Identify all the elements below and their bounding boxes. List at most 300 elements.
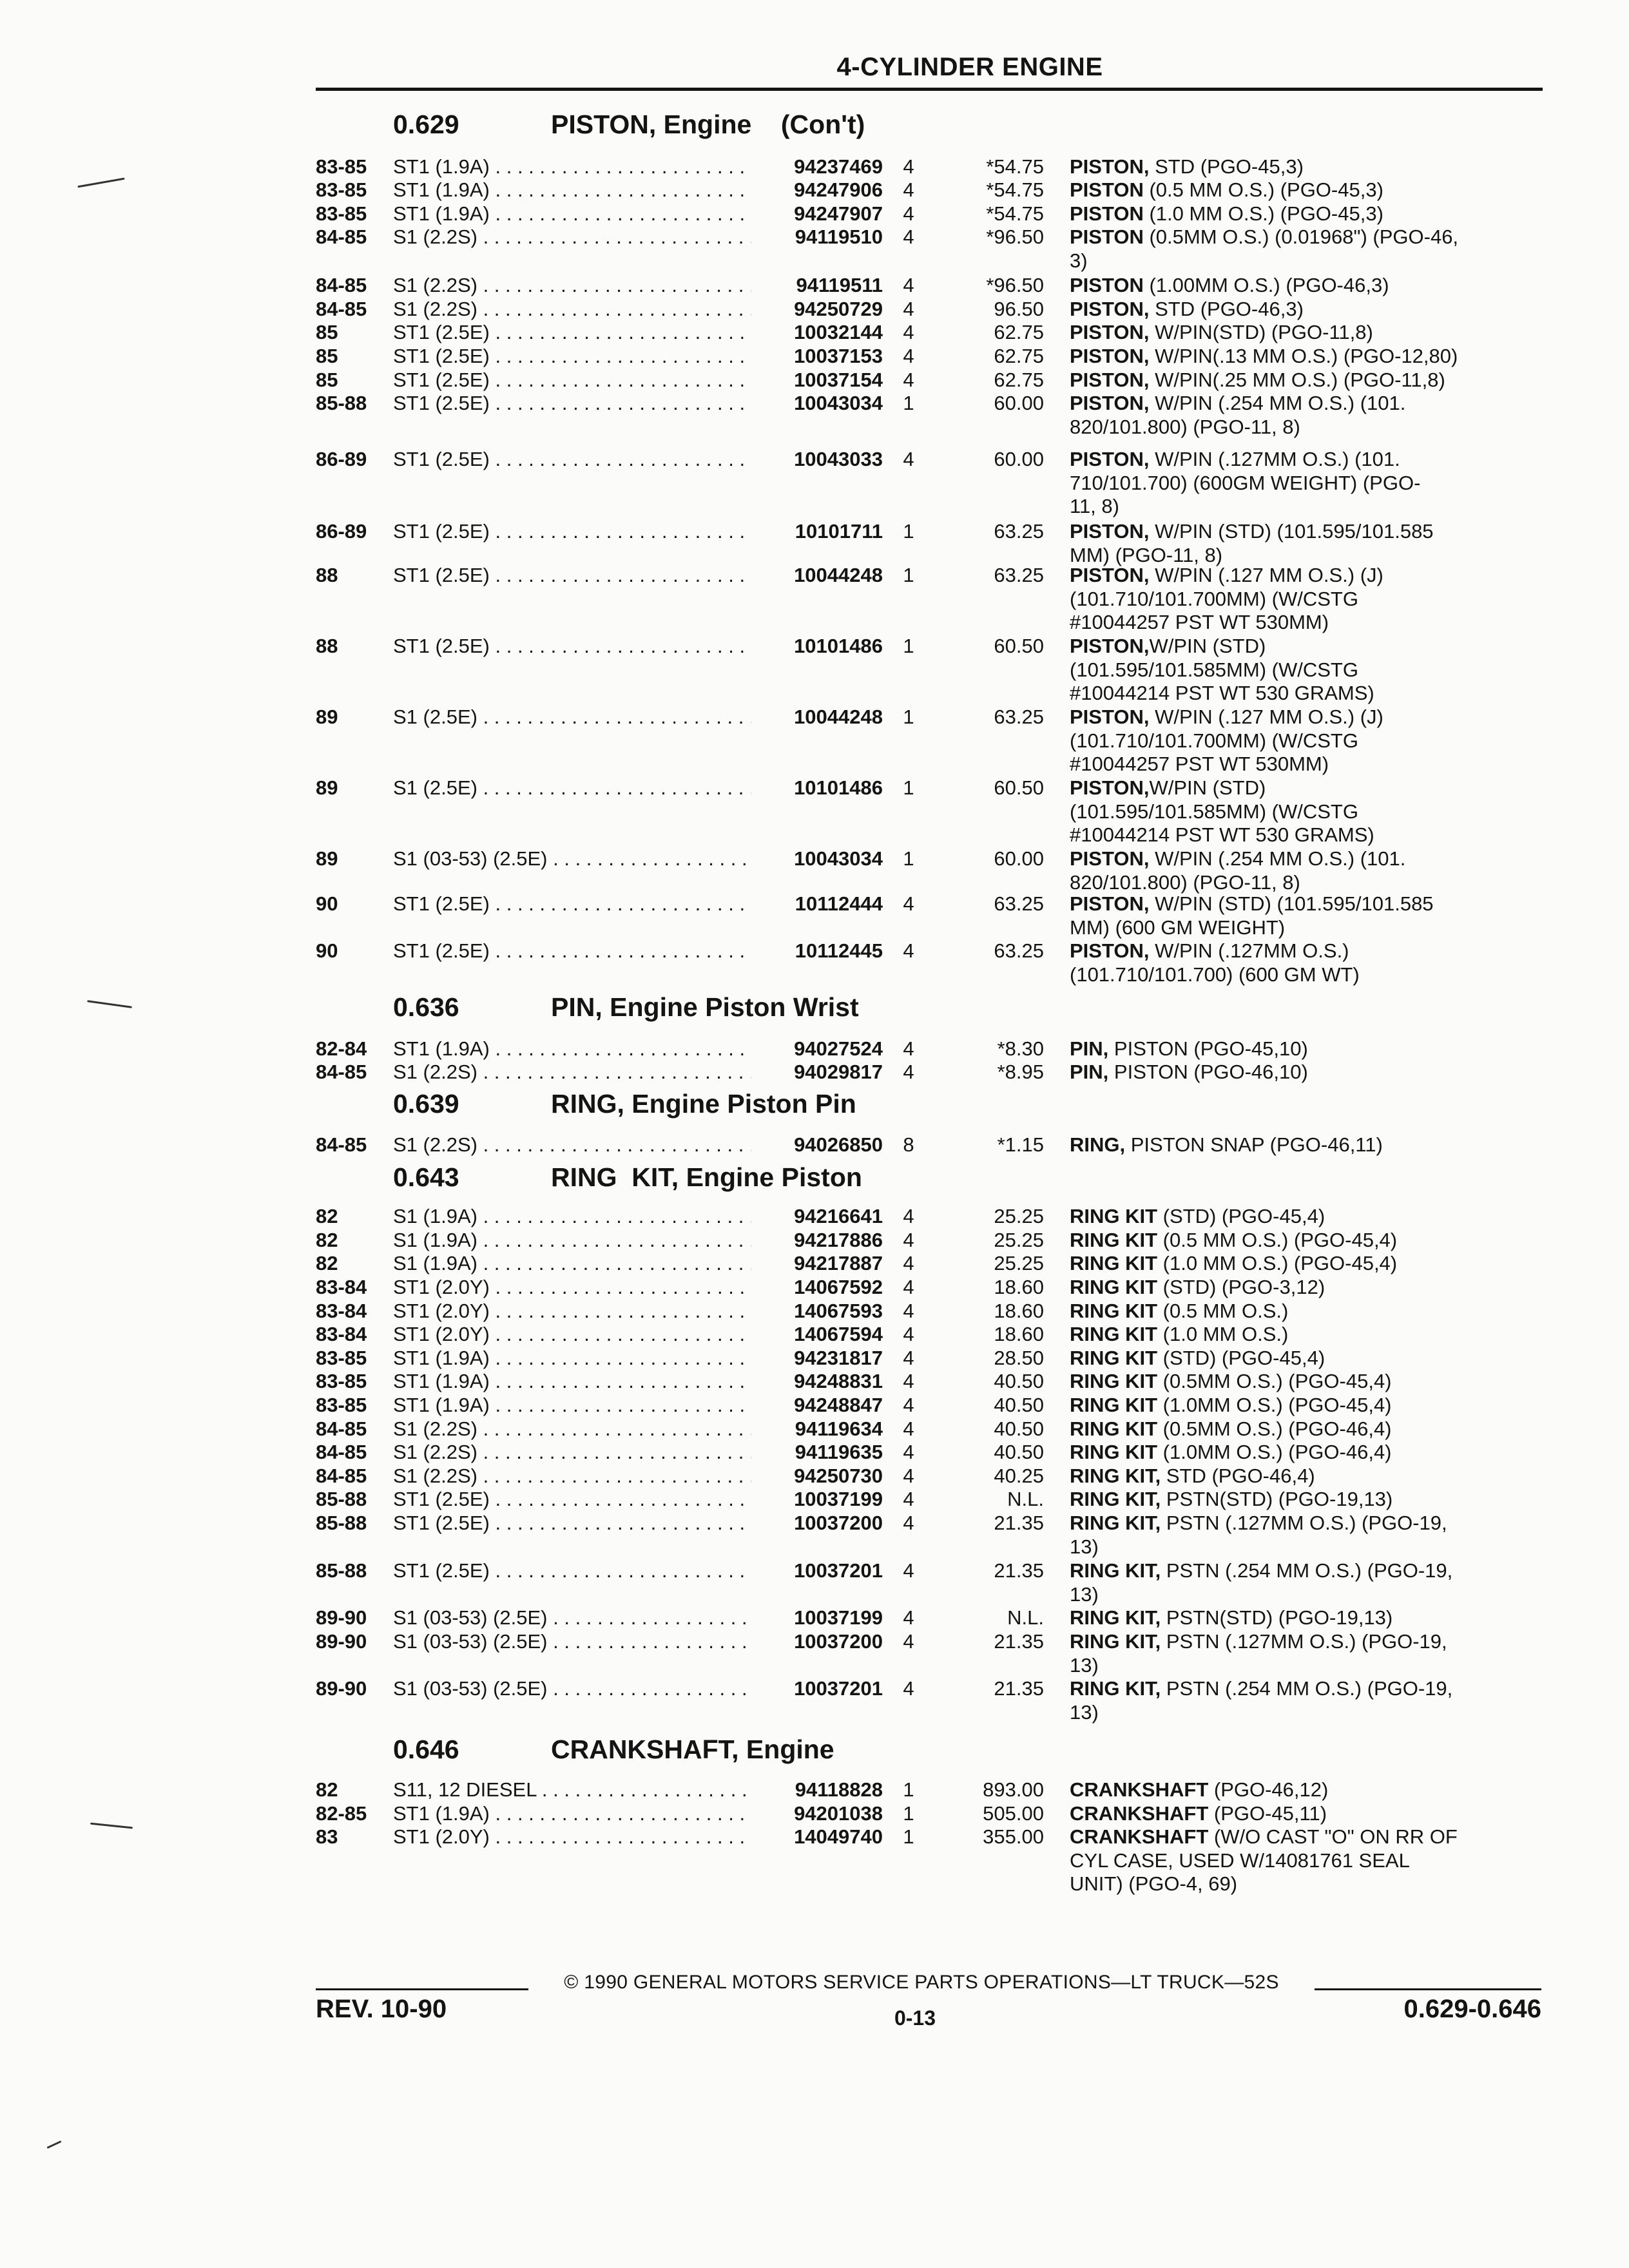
part-name-detail: (1.0 MM O.S.) (1157, 1323, 1289, 1345)
part-name (1070, 321, 1547, 345)
part-name-bold: PISTON, (1070, 298, 1150, 320)
price: 63.25 (994, 706, 1044, 728)
quantity: 1 (903, 392, 914, 414)
part-name (1070, 1441, 1547, 1465)
part-number: 10037200 (751, 1630, 883, 1654)
part-number: 94119510 (751, 226, 883, 249)
part-name-bold: RING KIT (1070, 1229, 1158, 1251)
model-years: 85-88 (316, 1488, 367, 1510)
part-name-bold: RING KIT, (1070, 1488, 1161, 1510)
part-name-detail: W/PIN (STD) (101.595/101.585MM) (W/CSTG #10044214 PST WT 530 GRAMS) (1070, 635, 1374, 705)
part-name-bold: PISTON (1070, 202, 1144, 225)
quantity: 4 (903, 1370, 914, 1392)
model-description: S1 (03-53) (2.5E) . . . (393, 1677, 760, 1701)
quantity: 4 (903, 321, 914, 343)
part-name-text (1070, 369, 1547, 392)
part-name-bold: PISTON, (1070, 939, 1150, 962)
part-name-bold: RING KIT, (1070, 1512, 1161, 1534)
price: 63.25 (994, 520, 1044, 543)
revision-label: REV. 10-90 (316, 1995, 447, 2023)
part-name-bold: RING, (1070, 1133, 1126, 1156)
table-row (0, 892, 1629, 939)
part-number: 94119511 (751, 274, 883, 298)
part-name-detail: (0.5MM O.S.) (0.01968") (PGO-46, 3) (1070, 226, 1459, 272)
model-years: 84-85 (316, 226, 367, 248)
quantity: 4 (903, 1465, 914, 1487)
model-years: 83-85 (316, 202, 367, 225)
part-name-detail: PSTN(STD) (PGO-19,13) (1161, 1606, 1393, 1629)
section-title: CRANKSHAFT, Engine (551, 1735, 834, 1764)
quantity: 1 (903, 847, 914, 870)
model-description: ST1 (1.9A) . . . (393, 1370, 760, 1394)
part-name-text (1070, 635, 1547, 706)
table-row (0, 1512, 1629, 1559)
model-years: 90 (316, 892, 338, 915)
part-name (1070, 298, 1547, 322)
part-name (1070, 1825, 1547, 1896)
part-number: 94247906 (751, 178, 883, 202)
part-name-text (1070, 298, 1547, 322)
part-name-text (1070, 1418, 1547, 1441)
part-name (1070, 226, 1547, 273)
section-header (0, 1735, 1629, 1767)
part-name-detail: (1.0 MM O.S.) (PGO-45,3) (1143, 202, 1383, 225)
model-years: 83-84 (316, 1300, 367, 1322)
table-row (0, 321, 1629, 345)
part-name-text (1070, 564, 1547, 635)
table-row (0, 1825, 1629, 1896)
model-years: 82-84 (316, 1037, 367, 1060)
part-name-text (1070, 1229, 1547, 1253)
part-number: 94216641 (751, 1205, 883, 1229)
table-row (0, 1802, 1629, 1826)
part-name-text (1070, 520, 1547, 567)
quantity: 4 (903, 1276, 914, 1298)
quantity: 4 (903, 202, 914, 225)
quantity: 4 (903, 939, 914, 962)
price: 62.75 (994, 345, 1044, 367)
part-name-detail: (STD) (PGO-45,4) (1157, 1205, 1325, 1227)
part-name (1070, 1229, 1547, 1253)
part-name (1070, 345, 1547, 369)
model-years: 86-89 (316, 520, 367, 543)
price: 63.25 (994, 564, 1044, 586)
table-row (0, 1037, 1629, 1061)
quantity: 4 (903, 1061, 914, 1083)
part-number: 94247907 (751, 202, 883, 226)
part-number: 10043033 (751, 448, 883, 472)
part-number: 10037200 (751, 1512, 883, 1535)
part-name-detail: PSTN (.254 MM O.S.) (PGO-19, 13) (1070, 1559, 1453, 1606)
quantity: 1 (903, 564, 914, 586)
page-number: 0-13 (894, 2006, 936, 2030)
part-name-bold: RING KIT (1070, 1418, 1158, 1440)
part-name-bold: CRANKSHAFT (1070, 1802, 1209, 1825)
model-years: 83-85 (316, 1394, 367, 1416)
price: 62.75 (994, 321, 1044, 343)
section-header (0, 1089, 1629, 1121)
table-row (0, 1441, 1629, 1465)
price: *8.95 (997, 1061, 1044, 1083)
model-description: ST1 (1.9A) . . . (393, 1802, 760, 1826)
quantity: 4 (903, 1512, 914, 1534)
model-years: 82 (316, 1205, 338, 1227)
part-name-text (1070, 1488, 1547, 1512)
quantity: 4 (903, 892, 914, 915)
price: 18.60 (994, 1300, 1044, 1322)
part-name (1070, 1488, 1547, 1512)
price: 63.25 (994, 939, 1044, 962)
model-description: S1 (2.2S) . . . (393, 1441, 760, 1465)
table-row (0, 369, 1629, 392)
price: 505.00 (983, 1802, 1044, 1825)
part-name-text (1070, 1778, 1547, 1802)
model-description: ST1 (2.0Y) . . . (393, 1825, 760, 1849)
part-name-bold: RING KIT, (1070, 1465, 1161, 1487)
part-name (1070, 939, 1547, 986)
part-number: 10112445 (751, 939, 883, 963)
price: 62.75 (994, 369, 1044, 391)
price: N.L. (1007, 1606, 1044, 1629)
price: 28.50 (994, 1347, 1044, 1369)
model-description: S1 (2.2S) . . . (393, 1133, 760, 1157)
price: 40.50 (994, 1441, 1044, 1463)
part-name (1070, 1802, 1547, 1826)
part-name-text (1070, 1677, 1547, 1724)
part-name-text (1070, 155, 1547, 179)
model-description: ST1 (2.5E) . . . (393, 892, 760, 916)
table-row (0, 1133, 1629, 1157)
model-description: S1 (2.2S) . . . (393, 226, 760, 249)
quantity: 4 (903, 448, 914, 470)
model-years: 84-85 (316, 1465, 367, 1487)
part-number: 94026850 (751, 1133, 883, 1157)
section-title: PIN, Engine Piston Wrist (551, 992, 859, 1022)
model-description: ST1 (2.5E) . . . (393, 939, 760, 963)
part-name-bold: PISTON, (1070, 635, 1150, 657)
part-number: 10101486 (751, 776, 883, 800)
price: 60.00 (994, 847, 1044, 870)
quantity: 4 (903, 1630, 914, 1653)
part-number: 94119634 (751, 1418, 883, 1441)
part-name-text (1070, 1205, 1547, 1229)
model-description: S1 (2.5E) . . . (393, 776, 760, 800)
part-name-bold: RING KIT, (1070, 1559, 1161, 1582)
section-header (0, 110, 1629, 142)
part-name-text (1070, 1347, 1547, 1370)
part-number: 94231817 (751, 1347, 883, 1370)
table-row (0, 1300, 1629, 1323)
quantity: 1 (903, 776, 914, 799)
part-name-bold: RING KIT (1070, 1205, 1158, 1227)
part-number: 10037154 (751, 369, 883, 392)
part-name-detail: PSTN(STD) (PGO-19,13) (1161, 1488, 1393, 1510)
model-description: S1 (03-53) (2.5E) . . . (393, 1630, 760, 1654)
model-years: 85-88 (316, 1512, 367, 1534)
model-description: ST1 (2.5E) . . . (393, 448, 760, 472)
table-row (0, 1347, 1629, 1370)
quantity: 4 (903, 1606, 914, 1629)
part-name-bold: PISTON, (1070, 892, 1150, 915)
table-row (0, 345, 1629, 369)
part-name-detail: W/PIN (.254 MM O.S.) (101. 820/101.800) (PGO-11, 8) (1070, 392, 1406, 438)
part-name-bold: CRANKSHAFT (1070, 1825, 1209, 1848)
quantity: 4 (903, 1559, 914, 1582)
part-name (1070, 1606, 1547, 1630)
model-years: 85-88 (316, 1559, 367, 1582)
part-number: 94250729 (751, 298, 883, 322)
model-description: S1 (2.2S) . . . (393, 298, 760, 322)
part-name (1070, 892, 1547, 939)
part-name-text (1070, 226, 1547, 273)
part-name-bold: PISTON, (1070, 321, 1150, 343)
model-years: 84-85 (316, 1061, 367, 1083)
price: *96.50 (986, 274, 1044, 296)
model-years: 85 (316, 321, 338, 343)
price: 25.25 (994, 1229, 1044, 1251)
part-name-text (1070, 706, 1547, 776)
part-name-text (1070, 1323, 1547, 1347)
model-years: 89-90 (316, 1677, 367, 1700)
part-name (1070, 1512, 1547, 1559)
part-name-bold: RING KIT (1070, 1370, 1158, 1392)
part-name-text (1070, 1370, 1547, 1394)
table-row (0, 1465, 1629, 1488)
table-row (0, 635, 1629, 706)
model-description: S1 (03-53) (2.5E) . . . (393, 1606, 760, 1630)
section-number: 0.636 (393, 992, 459, 1022)
table-row (0, 520, 1629, 567)
part-name-detail: (STD) (PGO-45,4) (1157, 1347, 1325, 1369)
table-row (0, 1061, 1629, 1084)
table-row (0, 1252, 1629, 1276)
table-row (0, 847, 1629, 894)
model-description: S1 (1.9A) . . . (393, 1205, 760, 1229)
section-title: RING KIT, Engine Piston (551, 1162, 862, 1192)
part-name-text (1070, 1512, 1547, 1559)
model-years: 84-85 (316, 1441, 367, 1463)
part-name-detail: (1.0MM O.S.) (PGO-45,4) (1157, 1394, 1392, 1416)
part-name (1070, 1276, 1547, 1300)
model-description: ST1 (2.5E) . . . (393, 564, 760, 588)
model-description: S1 (2.2S) . . . (393, 1061, 760, 1084)
table-row (0, 178, 1629, 202)
part-name-detail: (PGO-46,12) (1208, 1778, 1329, 1801)
part-number: 94217886 (751, 1229, 883, 1253)
quantity: 1 (903, 1802, 914, 1825)
table-row (0, 776, 1629, 847)
part-name-text (1070, 1465, 1547, 1488)
part-name-bold: PISTON (1070, 178, 1144, 201)
model-description: ST1 (2.5E) . . . (393, 635, 760, 658)
table-row (0, 298, 1629, 322)
quantity: 4 (903, 1394, 914, 1416)
table-row (0, 1394, 1629, 1418)
price: 21.35 (994, 1677, 1044, 1700)
part-number: 94250730 (751, 1465, 883, 1488)
part-name-detail: (STD) (PGO-3,12) (1157, 1276, 1325, 1298)
model-years: 83-85 (316, 1347, 367, 1369)
part-name-bold: PISTON, (1070, 448, 1150, 470)
part-name-detail: (1.0MM O.S.) (PGO-46,4) (1157, 1441, 1392, 1463)
model-description: ST1 (1.9A) . . . (393, 155, 760, 179)
part-name-detail: W/PIN (.254 MM O.S.) (101. 820/101.800) (PGO-11, 8) (1070, 847, 1406, 894)
model-years: 82-85 (316, 1802, 367, 1825)
part-name-text (1070, 1825, 1547, 1896)
part-name (1070, 1465, 1547, 1488)
part-name (1070, 1252, 1547, 1276)
quantity: 1 (903, 706, 914, 728)
part-number: 10032144 (751, 321, 883, 345)
price: 893.00 (983, 1778, 1044, 1801)
model-years: 88 (316, 564, 338, 586)
part-name-detail: PSTN (.127MM O.S.) (PGO-19, 13) (1070, 1630, 1447, 1677)
part-number: 14067594 (751, 1323, 883, 1347)
part-name-bold: PISTON, (1070, 706, 1150, 728)
part-number: 94201038 (751, 1802, 883, 1826)
part-name-detail: (PGO-45,11) (1208, 1802, 1327, 1825)
part-name-text (1070, 1252, 1547, 1276)
model-description: S1 (03-53) (2.5E) . . . (393, 847, 760, 871)
model-description: ST1 (1.9A) . . . (393, 1037, 760, 1061)
part-name-text (1070, 345, 1547, 369)
quantity: 4 (903, 226, 914, 248)
price: *54.75 (986, 178, 1044, 201)
part-name-text (1070, 1606, 1547, 1630)
part-number: 10101486 (751, 635, 883, 658)
price: 60.00 (994, 392, 1044, 414)
quantity: 4 (903, 1441, 914, 1463)
part-name-detail: (0.5MM O.S.) (PGO-45,4) (1157, 1370, 1392, 1392)
part-name-text (1070, 178, 1547, 202)
quantity: 4 (903, 1252, 914, 1274)
part-name-bold: RING KIT, (1070, 1606, 1161, 1629)
model-description: ST1 (2.5E) . . . (393, 1512, 760, 1535)
model-years: 83-84 (316, 1276, 367, 1298)
model-years: 89 (316, 706, 338, 728)
part-name-text (1070, 892, 1547, 939)
part-number: 94248847 (751, 1394, 883, 1418)
table-row (0, 1677, 1629, 1724)
part-name-detail: (0.5MM O.S.) (PGO-46,4) (1157, 1418, 1392, 1440)
part-name-detail: W/PIN(STD) (PGO-11,8) (1149, 321, 1373, 343)
part-name-bold: CRANKSHAFT (1070, 1778, 1209, 1801)
quantity: 4 (903, 1229, 914, 1251)
table-row (0, 1276, 1629, 1300)
model-years: 82 (316, 1252, 338, 1274)
price: 63.25 (994, 892, 1044, 915)
table-row (0, 1205, 1629, 1229)
part-number: 10101711 (751, 520, 883, 544)
part-number: 10037153 (751, 345, 883, 369)
part-name-detail: (1.0 MM O.S.) (PGO-45,4) (1157, 1252, 1398, 1274)
part-name-detail: PISTON SNAP (PGO-46,11) (1125, 1133, 1383, 1156)
section-header (0, 1162, 1629, 1195)
quantity: 8 (903, 1133, 914, 1156)
model-years: 82 (316, 1229, 338, 1251)
part-name-bold: RING KIT (1070, 1300, 1158, 1322)
part-number: 10044248 (751, 564, 883, 588)
model-years: 84-85 (316, 274, 367, 296)
section-number: 0.639 (393, 1089, 459, 1119)
part-name-bold: RING KIT (1070, 1347, 1158, 1369)
part-number: 14067592 (751, 1276, 883, 1300)
part-name-detail: (W/O CAST "O" ON RR OF CYL CASE, USED W/14081761 SEAL UNIT) (PGO-4, 69) (1070, 1825, 1458, 1896)
part-name-detail: W/PIN (.127 MM O.S.) (J) (101.710/101.700MM) (W/CSTG #10044257 PST WT 530MM) (1070, 706, 1383, 776)
table-row (0, 1229, 1629, 1253)
quantity: 4 (903, 1677, 914, 1700)
part-name (1070, 776, 1547, 847)
model-years: 89 (316, 776, 338, 799)
model-years: 85 (316, 345, 338, 367)
model-years: 90 (316, 939, 338, 962)
section-number: 0.643 (393, 1162, 459, 1192)
price: 96.50 (994, 298, 1044, 320)
model-description: ST1 (1.9A) . . . (393, 1347, 760, 1370)
price: 60.50 (994, 776, 1044, 799)
model-description: S1 (2.5E) . . . (393, 706, 760, 729)
model-description: S11, 12 DIESEL . . . (393, 1778, 760, 1802)
part-name (1070, 178, 1547, 202)
part-number: 10044248 (751, 706, 883, 729)
part-name-text (1070, 1300, 1547, 1323)
model-description: S1 (2.2S) . . . (393, 1465, 760, 1488)
part-name-bold: RING KIT, (1070, 1630, 1161, 1653)
part-name (1070, 1559, 1547, 1606)
part-name (1070, 706, 1547, 776)
price: N.L. (1007, 1488, 1044, 1510)
model-description: S1 (1.9A) . . . (393, 1252, 760, 1276)
model-years: 83-85 (316, 155, 367, 178)
table-row (0, 564, 1629, 635)
price: 25.25 (994, 1252, 1044, 1274)
model-years: 89 (316, 847, 338, 870)
model-description: S1 (1.9A) . . . (393, 1229, 760, 1253)
part-name-text (1070, 448, 1547, 519)
part-name (1070, 520, 1547, 567)
part-name (1070, 1300, 1547, 1323)
part-name-bold: PISTON, (1070, 520, 1150, 543)
part-name-detail: (0.5 MM O.S.) (1157, 1300, 1289, 1322)
part-name-detail: PSTN (.127MM O.S.) (PGO-19, 13) (1070, 1512, 1447, 1558)
section-range: 0.629-0.646 (1403, 1995, 1541, 2023)
model-description: ST1 (2.5E) . . . (393, 321, 760, 345)
part-name-bold: RING KIT (1070, 1394, 1158, 1416)
price: 18.60 (994, 1323, 1044, 1345)
part-name-text (1070, 1133, 1547, 1157)
model-description: ST1 (2.5E) . . . (393, 1559, 760, 1583)
footer-rule-right (1315, 1988, 1541, 1990)
part-name (1070, 274, 1547, 298)
header-rule (316, 88, 1543, 91)
quantity: 4 (903, 1488, 914, 1510)
part-number: 14049740 (751, 1825, 883, 1849)
part-name-detail: W/PIN (STD) (101.595/101.585 MM) (600 GM WEIGHT) (1070, 892, 1434, 939)
part-name-detail: W/PIN (.127 MM O.S.) (J) (101.710/101.700MM) (W/CSTG #10044257 PST WT 530MM) (1070, 564, 1383, 634)
part-name-detail: W/PIN (STD) (101.595/101.585 MM) (PGO-11, 8) (1070, 520, 1434, 566)
part-name-text (1070, 1394, 1547, 1418)
part-name (1070, 1133, 1547, 1157)
part-name-text (1070, 847, 1547, 894)
part-name-bold: PIN, (1070, 1061, 1109, 1083)
price: 355.00 (983, 1825, 1044, 1848)
part-name-bold: PISTON, (1070, 847, 1150, 870)
part-name (1070, 635, 1547, 706)
model-years: 85 (316, 369, 338, 391)
price: 21.35 (994, 1559, 1044, 1582)
table-row (0, 706, 1629, 776)
binder-hole-mark (46, 2140, 61, 2149)
